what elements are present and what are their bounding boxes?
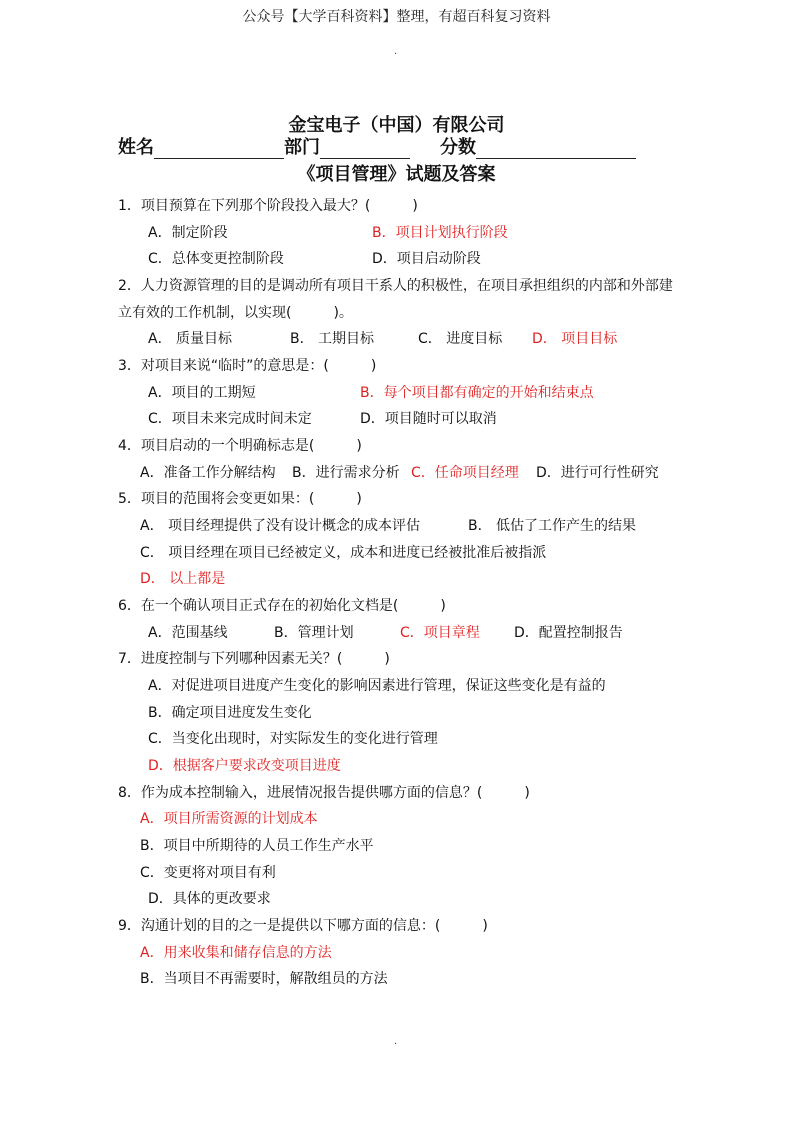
q4-option-c: C．任命项目经理 bbox=[411, 465, 519, 481]
question-1: 1．项目预算在下列那个阶段投入最大？( ) bbox=[118, 198, 418, 214]
q6-option-a: A．范围基线 bbox=[148, 625, 228, 641]
q8-option-d: D．具体的更改要求 bbox=[148, 891, 271, 907]
info-fields-row bbox=[118, 133, 636, 159]
q5-option-c: C． 项目经理在项目已经被定义，成本和进度已经被批准后被指派 bbox=[140, 545, 547, 561]
document-title: 《项目管理》试题及答案 bbox=[297, 164, 496, 185]
q6-option-b: B．管理计划 bbox=[274, 625, 354, 641]
q5-option-d: D． 以上都是 bbox=[140, 571, 226, 587]
page-dot-top: . bbox=[394, 46, 398, 57]
page-dot-bottom: . bbox=[394, 1036, 398, 1047]
score-label: 分数 bbox=[440, 137, 476, 158]
q6-option-d: D．配置控制报告 bbox=[514, 625, 623, 641]
q9-option-b: B．当项目不再需要时，解散组员的方法 bbox=[140, 971, 388, 987]
q8-option-c: C．变更将对项目有利 bbox=[140, 865, 276, 881]
name-label: 姓名 bbox=[118, 137, 154, 158]
question-6: 6．在一个确认项目正式存在的初始化文档是( ) bbox=[118, 598, 446, 614]
q8-option-a: A．项目所需资源的计划成本 bbox=[140, 811, 318, 827]
question-2-line2: 立有效的工作机制，以实现( )。 bbox=[118, 305, 353, 321]
question-8: 8．作为成本控制输入，进展情况报告提供哪方面的信息？( ) bbox=[118, 785, 530, 801]
question-5: 5．项目的范围将会变更如果：( ) bbox=[118, 491, 362, 507]
question-7: 7．进度控制与下列哪种因素无关？( ) bbox=[118, 651, 390, 667]
dept-label: 部门 bbox=[284, 137, 320, 158]
q7-option-d: D．根据客户要求改变项目进度 bbox=[148, 758, 341, 774]
q8-option-b: B．项目中所期待的人员工作生产水平 bbox=[140, 838, 374, 854]
q3-option-c: C．项目未来完成时间未定 bbox=[148, 411, 312, 427]
q7-option-b: B．确定项目进度发生变化 bbox=[148, 705, 312, 721]
question-2-line1: 2．人力资源管理的目的是调动所有项目干系人的积极性，在项目承担组织的内部和外部建 bbox=[118, 278, 673, 294]
question-4: 4．项目启动的一个明确标志是( ) bbox=[118, 438, 362, 454]
question-3: 3．对项目来说“临时”的意思是：( ) bbox=[118, 358, 377, 374]
q1-option-d: D．项目启动阶段 bbox=[372, 251, 481, 267]
q4-option-a: A．准备工作分解结构 bbox=[140, 465, 276, 481]
header-note: 公众号【大学百科资料】整理，有超百科复习资料 bbox=[242, 9, 551, 25]
q3-option-d: D．项目随时可以取消 bbox=[360, 411, 497, 427]
q9-option-a: A．用来收集和储存信息的方法 bbox=[140, 945, 332, 961]
q7-option-a: A．对促进项目进度产生变化的影响因素进行管理，保证这些变化是有益的 bbox=[148, 678, 606, 694]
q3-option-a: A．项目的工期短 bbox=[148, 385, 256, 401]
q2-option-c: C． 进度目标 bbox=[418, 331, 503, 347]
q3-option-b: B．每个项目都有确定的开始和结束点 bbox=[360, 385, 594, 401]
q1-option-c: C．总体变更控制阶段 bbox=[148, 251, 284, 267]
dept-blank bbox=[320, 138, 410, 159]
q4-option-b: B．进行需求分析 bbox=[292, 465, 400, 481]
name-blank bbox=[154, 138, 284, 159]
q1-option-b: B．项目计划执行阶段 bbox=[372, 225, 508, 241]
q2-option-a: A． 质量目标 bbox=[148, 331, 233, 347]
q5-option-a: A． 项目经理提供了没有设计概念的成本评估 bbox=[140, 518, 421, 534]
q2-option-b: B． 工期目标 bbox=[290, 331, 375, 347]
q1-option-a: A．制定阶段 bbox=[148, 225, 228, 241]
company-name: 金宝电子（中国）有限公司 bbox=[288, 115, 505, 136]
q7-option-c: C．当变化出现时，对实际发生的变化进行管理 bbox=[148, 731, 438, 747]
score-blank bbox=[476, 138, 636, 159]
q6-option-c: C．项目章程 bbox=[400, 625, 480, 641]
q2-option-d: D． 项目目标 bbox=[532, 331, 618, 347]
q4-option-d: D．进行可行性研究 bbox=[536, 465, 659, 481]
question-9: 9．沟通计划的目的之一是提供以下哪方面的信息：( ) bbox=[118, 918, 488, 934]
q5-option-b: B． 低估了工作产生的结果 bbox=[468, 518, 637, 534]
